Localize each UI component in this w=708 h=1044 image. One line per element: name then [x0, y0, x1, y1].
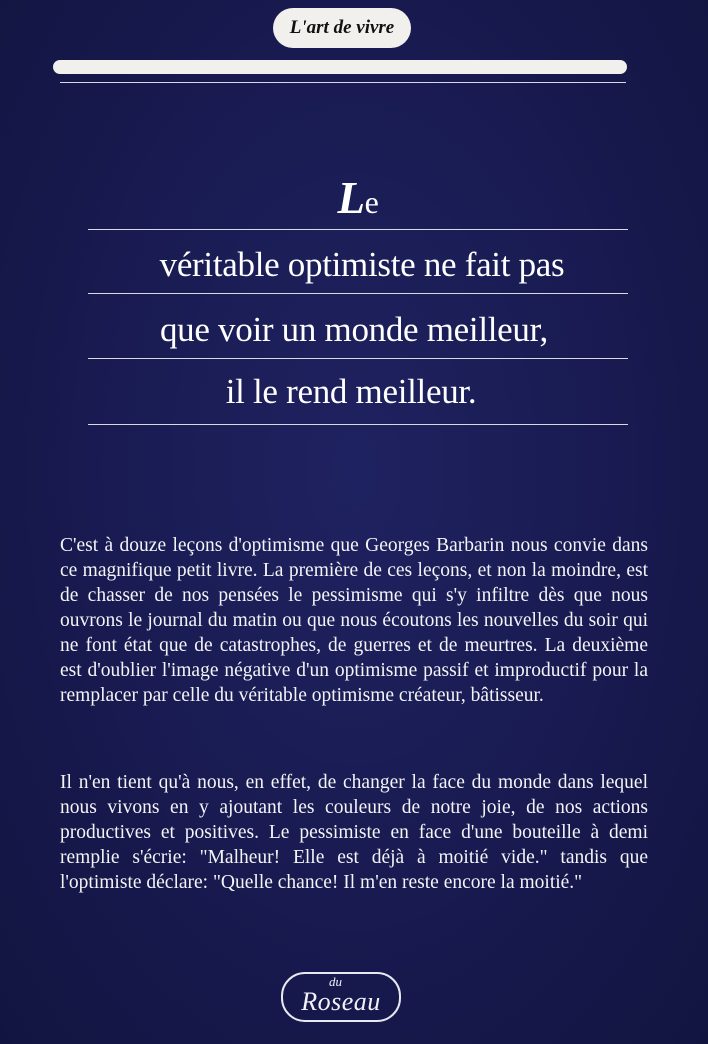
divider-rule [88, 424, 628, 425]
quote-line-1-text: e [364, 184, 379, 220]
publisher-logo-name: Roseau [301, 987, 381, 1016]
quote-dropcap: L [337, 173, 365, 223]
quote-line-4: il le rend meilleur. [225, 372, 477, 411]
divider-rule [88, 358, 628, 359]
description-paragraph-2: Il n'en tient qu'à nous, en effet, de changer la face du monde dans lequel nous vivons en y ajoutant les couleurs de notre joie, de nos actions productives et positives. Le pessimiste en face d'une bouteille à demi remplie s'écrie: "Malheur! Elle est déjà à moitié vide." tandis que l'optimiste déclare: "Quelle chance! Il m'en reste encore la moitié." [60, 771, 648, 893]
divider-rule [60, 82, 626, 83]
publisher-logo [281, 972, 401, 1022]
series-label: L'art de vivre [289, 17, 395, 38]
quote-line-1 [4, 173, 708, 223]
divider-rule [88, 229, 628, 230]
description-paragraph-1: C'est à douze leçons d'optimisme que Georges Barbarin nous convie dans ce magnifique petit livre. La première de ces leçons, et non la moindre, est de chasser de nos pensées le pessimisme qui s'y infiltre dès que nous ouvrons le journal du matin ou que nous écoutons les nouvelles du soir qui ne font état que de catastrophes, de guerres et de meurtres. La deuxième est d'oublier l'image négative d'un optimisme passif et improductif pour la remplacer par celle du véritable optimisme créateur, bâtisseur. [60, 534, 648, 706]
quote-line-3: que voir un monde meilleur, [159, 310, 549, 349]
top-decorative-bar [53, 60, 627, 74]
series-badge [273, 8, 411, 48]
divider-rule [88, 293, 628, 294]
quote-line-2: véritable optimiste ne fait pas [159, 245, 565, 284]
publisher-logo-prefix: du [329, 974, 342, 989]
